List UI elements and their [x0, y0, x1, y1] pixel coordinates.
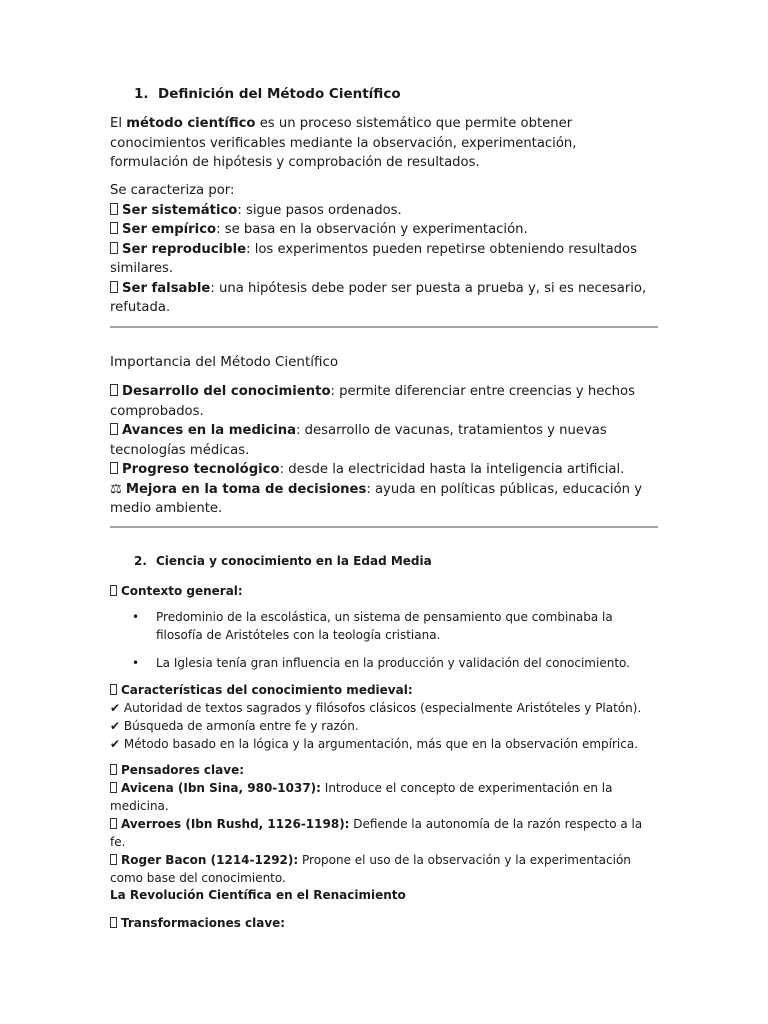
- importance-item: [110, 421, 658, 460]
- section2-number: 2.: [134, 554, 147, 568]
- trait-term: Ser empírico: [122, 222, 217, 237]
- thinkers-block: [110, 761, 658, 887]
- bullet-dot: •: [132, 610, 140, 624]
- thinkers-label-row: [110, 761, 658, 779]
- trait-term: Ser reproducible: [122, 241, 247, 257]
- context-label: Contexto general:: [121, 584, 243, 598]
- traits-block: [110, 181, 658, 318]
- features-block: [110, 681, 658, 753]
- importance-item: [110, 460, 658, 480]
- feature-text: Método basado en la lógica y la argumentación, más que en la observación empírica.: [123, 737, 639, 751]
- transformations-label: Transformaciones clave:: [121, 916, 286, 930]
- context-label-row: [110, 582, 658, 600]
- importance-desc: : desde la electricidad hasta la inteligencia artificial.: [279, 462, 625, 477]
- section1-heading: [110, 86, 682, 102]
- intro-rest: es un proceso sistemático que permite obtener conocimientos verificables mediante la observación, experimentación, formulación de hipótesis y comprobación de resultados.: [110, 116, 577, 170]
- importance-item: [110, 382, 658, 421]
- thinker-name: Avicena (Ibn Sina, 980-1037):: [121, 781, 321, 795]
- importance-item: [110, 480, 658, 519]
- trait-item: [110, 201, 658, 221]
- thinker-name: Averroes (Ibn Rushd, 1126-1198):: [121, 817, 350, 831]
- emoji-icon: [110, 764, 117, 775]
- section2-title: Ciencia y conocimiento en la Edad Media: [156, 554, 432, 568]
- emoji-icon: [110, 917, 117, 928]
- section1-intro: [110, 114, 658, 173]
- trait-desc: : una hipótesis debe poder ser puesta a prueba y, si es necesario, refutada.: [110, 280, 647, 315]
- importance-heading: Importancia del Método Científico: [110, 354, 339, 370]
- emoji-icon: [110, 854, 117, 865]
- renaissance-heading: La Revolución Científica en el Renacimiento: [110, 888, 406, 902]
- importance-term: Desarrollo del conocimiento: [122, 384, 331, 399]
- bullet-text: La Iglesia tenía gran influencia en la producción y validación del conocimiento.: [156, 656, 630, 670]
- intro-term: método científico: [126, 116, 256, 131]
- thinker-item: [110, 815, 658, 851]
- intro-pre: El: [110, 116, 127, 131]
- thinker-desc: Defiende la autonomía de la razón respecto a la fe.: [110, 817, 643, 849]
- section2-heading: [110, 554, 682, 568]
- thinker-desc: Propone el uso de la observación y la experimentación como base del conocimiento.: [110, 853, 631, 885]
- emoji-icon: [110, 423, 118, 435]
- emoji-icon: [110, 782, 117, 793]
- thinker-name: Roger Bacon (1214-1292):: [121, 853, 299, 867]
- emoji-icon: [110, 203, 118, 215]
- list-item: [110, 608, 658, 644]
- trait-desc: : se basa en la observación y experimentación.: [216, 222, 528, 237]
- feature-item: [110, 699, 658, 717]
- thinker-item: [110, 779, 658, 815]
- check-icon: ✔: [110, 737, 121, 751]
- check-icon: ✔: [110, 719, 121, 733]
- importance-term: Mejora en la toma de decisiones: [125, 481, 367, 497]
- divider: [110, 326, 658, 328]
- trait-desc: : los experimentos pueden repetirse obteniendo resultados similares.: [110, 241, 637, 276]
- trait-term: Ser sistemático: [122, 202, 238, 218]
- trait-desc: : sigue pasos ordenados.: [237, 202, 402, 218]
- thinker-desc: Introduce el concepto de experimentación en la medicina.: [110, 781, 613, 813]
- emoji-icon: [110, 242, 118, 254]
- features-label-row: [110, 681, 658, 699]
- feature-text: Autoridad de textos sagrados y filósofos clásicos (especialmente Aristóteles y Platón).: [123, 701, 642, 715]
- bullet-text: Predominio de la escolástica, un sistema de pensamiento que combinaba la filosofía de Aristóteles con la teología cristiana.: [156, 610, 613, 642]
- transformations-label-row: [110, 914, 658, 932]
- traits-intro: Se caracteriza por:: [110, 183, 235, 198]
- list-item: [110, 654, 658, 672]
- feature-item: [110, 717, 658, 735]
- emoji-icon: [110, 818, 117, 829]
- bullet-dot: •: [132, 656, 140, 670]
- importance-desc: : desarrollo de vacunas, tratamientos y nuevas tecnologías médicas.: [110, 423, 607, 458]
- divider: [110, 526, 658, 528]
- context-bullets: [110, 608, 658, 672]
- emoji-icon: [110, 281, 118, 293]
- importance-term: Avances en la medicina: [122, 423, 297, 438]
- emoji-icon: [110, 384, 118, 396]
- check-icon: ✔: [110, 701, 121, 715]
- feature-text: Búsqueda de armonía entre fe y razón.: [123, 719, 359, 733]
- thinkers-label: Pensadores clave:: [121, 763, 245, 777]
- importance-desc: : ayuda en políticas públicas, educación y medio ambiente.: [110, 481, 643, 516]
- trait-item: [110, 240, 658, 279]
- trait-item: [110, 220, 658, 240]
- importance-term: Progreso tecnológico: [122, 462, 280, 477]
- scales-icon: ⚖: [110, 481, 122, 497]
- section1-number: 1.: [134, 86, 149, 102]
- emoji-icon: [110, 222, 118, 234]
- emoji-icon: [110, 684, 117, 695]
- feature-item: [110, 735, 658, 753]
- importance-list: [110, 382, 658, 519]
- thinker-item: [110, 851, 658, 887]
- emoji-icon: [110, 462, 118, 474]
- trait-term: Ser falsable: [122, 280, 211, 296]
- features-label: Características del conocimiento medieval:: [121, 683, 413, 697]
- trait-item: [110, 279, 658, 318]
- section1-title: Definición del Método Científico: [158, 86, 401, 102]
- importance-desc: : permite diferenciar entre creencias y hechos comprobados.: [110, 384, 635, 419]
- emoji-icon: [110, 585, 117, 596]
